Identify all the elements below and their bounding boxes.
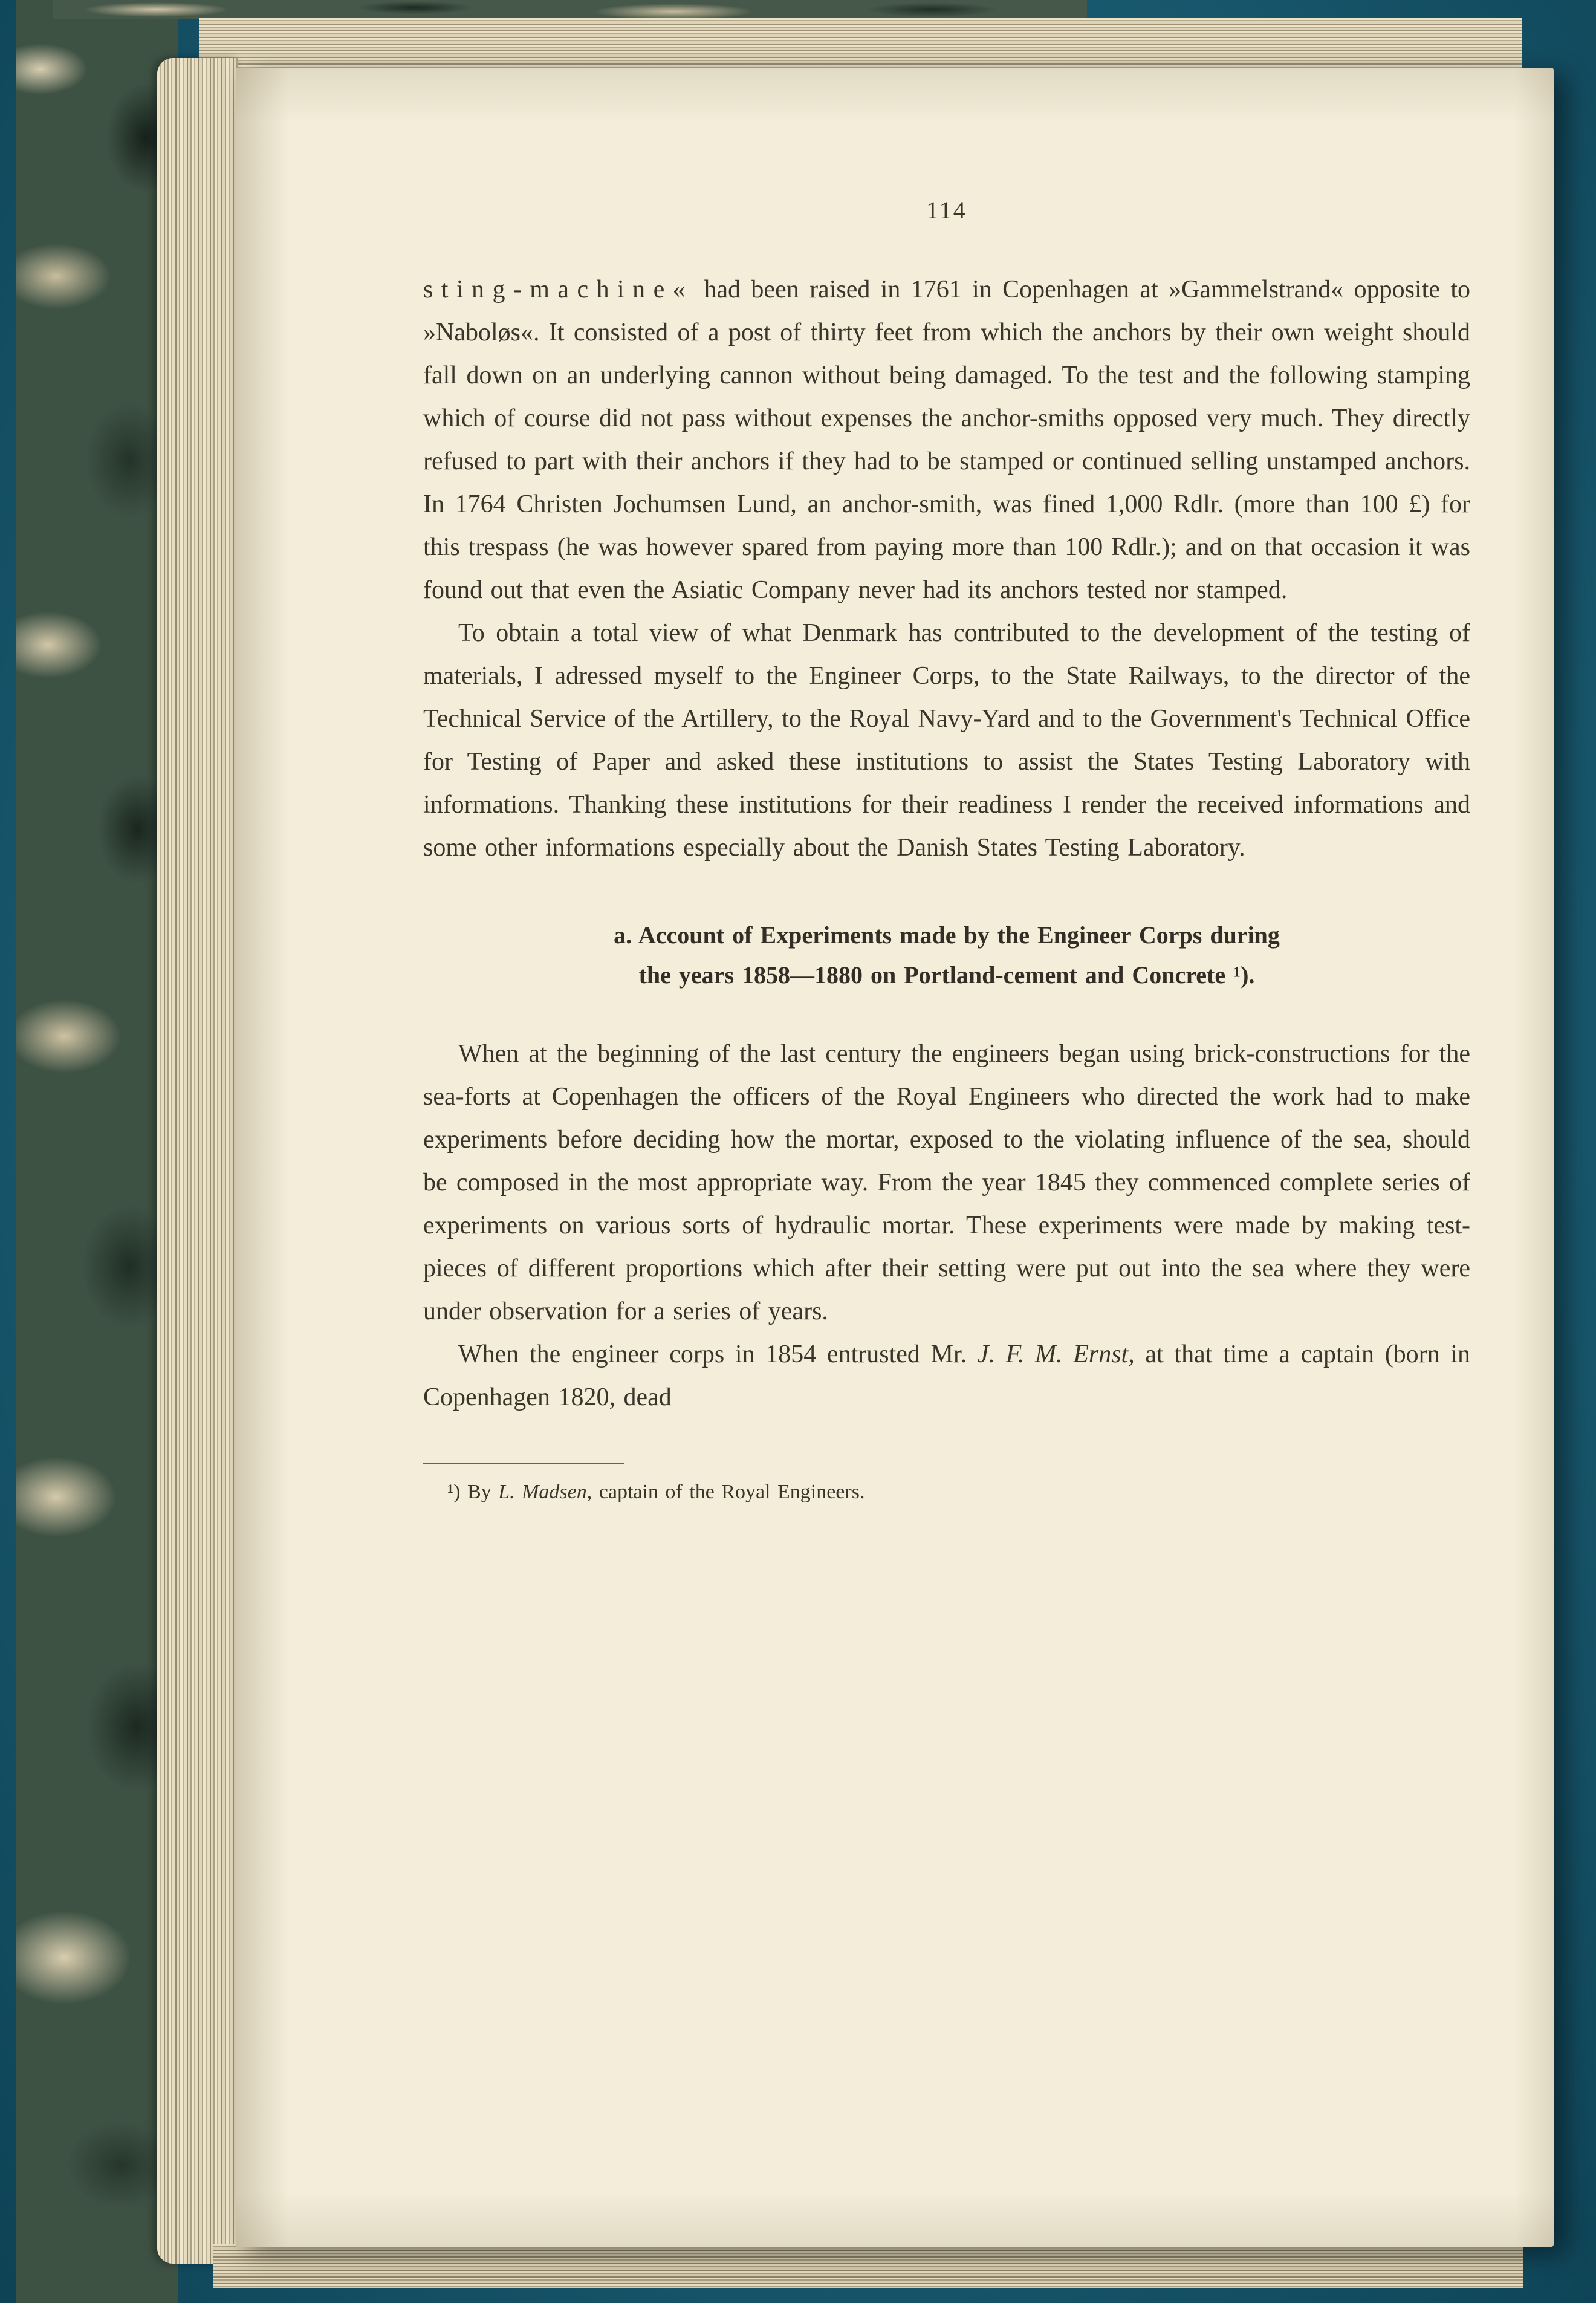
- page-edges-left: [157, 58, 238, 2264]
- page-edges-bottom: [213, 2244, 1523, 2288]
- person-name-italic: J. F. M. Ernst,: [977, 1340, 1135, 1368]
- paragraph-ernst: [423, 1333, 1470, 1419]
- paragraph-text: at that time a captain (born in Copenhagen 1820, dead: [423, 1340, 1471, 1411]
- footnote-rule: [423, 1463, 624, 1464]
- footnote-text: [423, 1478, 1470, 1506]
- paragraph-text: When the engineer corps in 1854 entrusted Mr.: [458, 1340, 978, 1368]
- book-page: [236, 68, 1554, 2247]
- spaced-lead-word: sting-machine«: [423, 276, 694, 304]
- text-column: [423, 268, 1470, 1506]
- footnote-marker: ¹) By: [447, 1481, 499, 1503]
- marbled-endpaper-left: [16, 0, 178, 2303]
- paragraph-engineers-experiments: When at the beginning of the last century the engineers began using brick-constructions for the sea-forts at Copenhagen the officers of the Royal Engineers who directed the work had to make experiments before deciding how the mortar, exposed to the violating influence of the sea, should be composed in the most appropriate way. From the year 1845 they commenced complete series of experiments on various sorts of hydraulic mortar. These experiments were made by making test-pieces of different proportions which after their setting were put out into the sea where they were under observation for a series of years.: [423, 1040, 1470, 1325]
- footnote: [423, 1463, 1470, 1506]
- paragraph-text: had been raised in 1761 in Copenhagen at »Gammelstrand« opposite to »Naboløs«. It consisted of a post of thirty feet from which the anchors by their own weight should fall down on an underlying cannon without being damaged. To the test and the following stamping which of course did not pass without expenses the anchor-smiths opposed very much. They directly refused to part with their anchors if they had to be stamped or continued selling unstamped anchors. In 1764 Christen Jochumsen Lund, an anchor-smith, was fined 1,000 Rdlr. (more than 100 £) for this trespass (he was however spared from paying more than 100 Rdlr.); and on that occasion it was found out that even the Asiatic Company never had its anchors tested nor stamped.: [423, 276, 1470, 604]
- footnote-rest: captain of the Royal Engineers.: [592, 1481, 865, 1503]
- marbled-endpaper-top: [53, 0, 1087, 19]
- heading-line-1: a. Account of Experiments made by the Engineer Corps during: [614, 921, 1280, 949]
- section-heading: [441, 915, 1452, 995]
- paragraph-anchor-testing: [423, 268, 1470, 612]
- page-number: 114: [926, 197, 967, 224]
- paragraph-denmark-contribution: To obtain a total view of what Denmark has contributed to the development of the testing of materials, I adressed myself to the Engineer Corps, to the State Railways, to the director of the Technical Service of the Artillery, to the Royal Navy-Yard and to the Government's Technical Office for Testing of Paper and asked these institutions to assist the States Testing Laboratory with informations. Thanking these institutions for their readiness I render the received informations and some other informations especially about the Danish States Testing Laboratory.: [423, 619, 1470, 862]
- page-edges-top: [199, 18, 1522, 69]
- heading-line-2: the years 1858—1880 on Portland-cement and Concrete ¹).: [638, 961, 1255, 989]
- footnote-author-italic: L. Madsen,: [498, 1481, 592, 1503]
